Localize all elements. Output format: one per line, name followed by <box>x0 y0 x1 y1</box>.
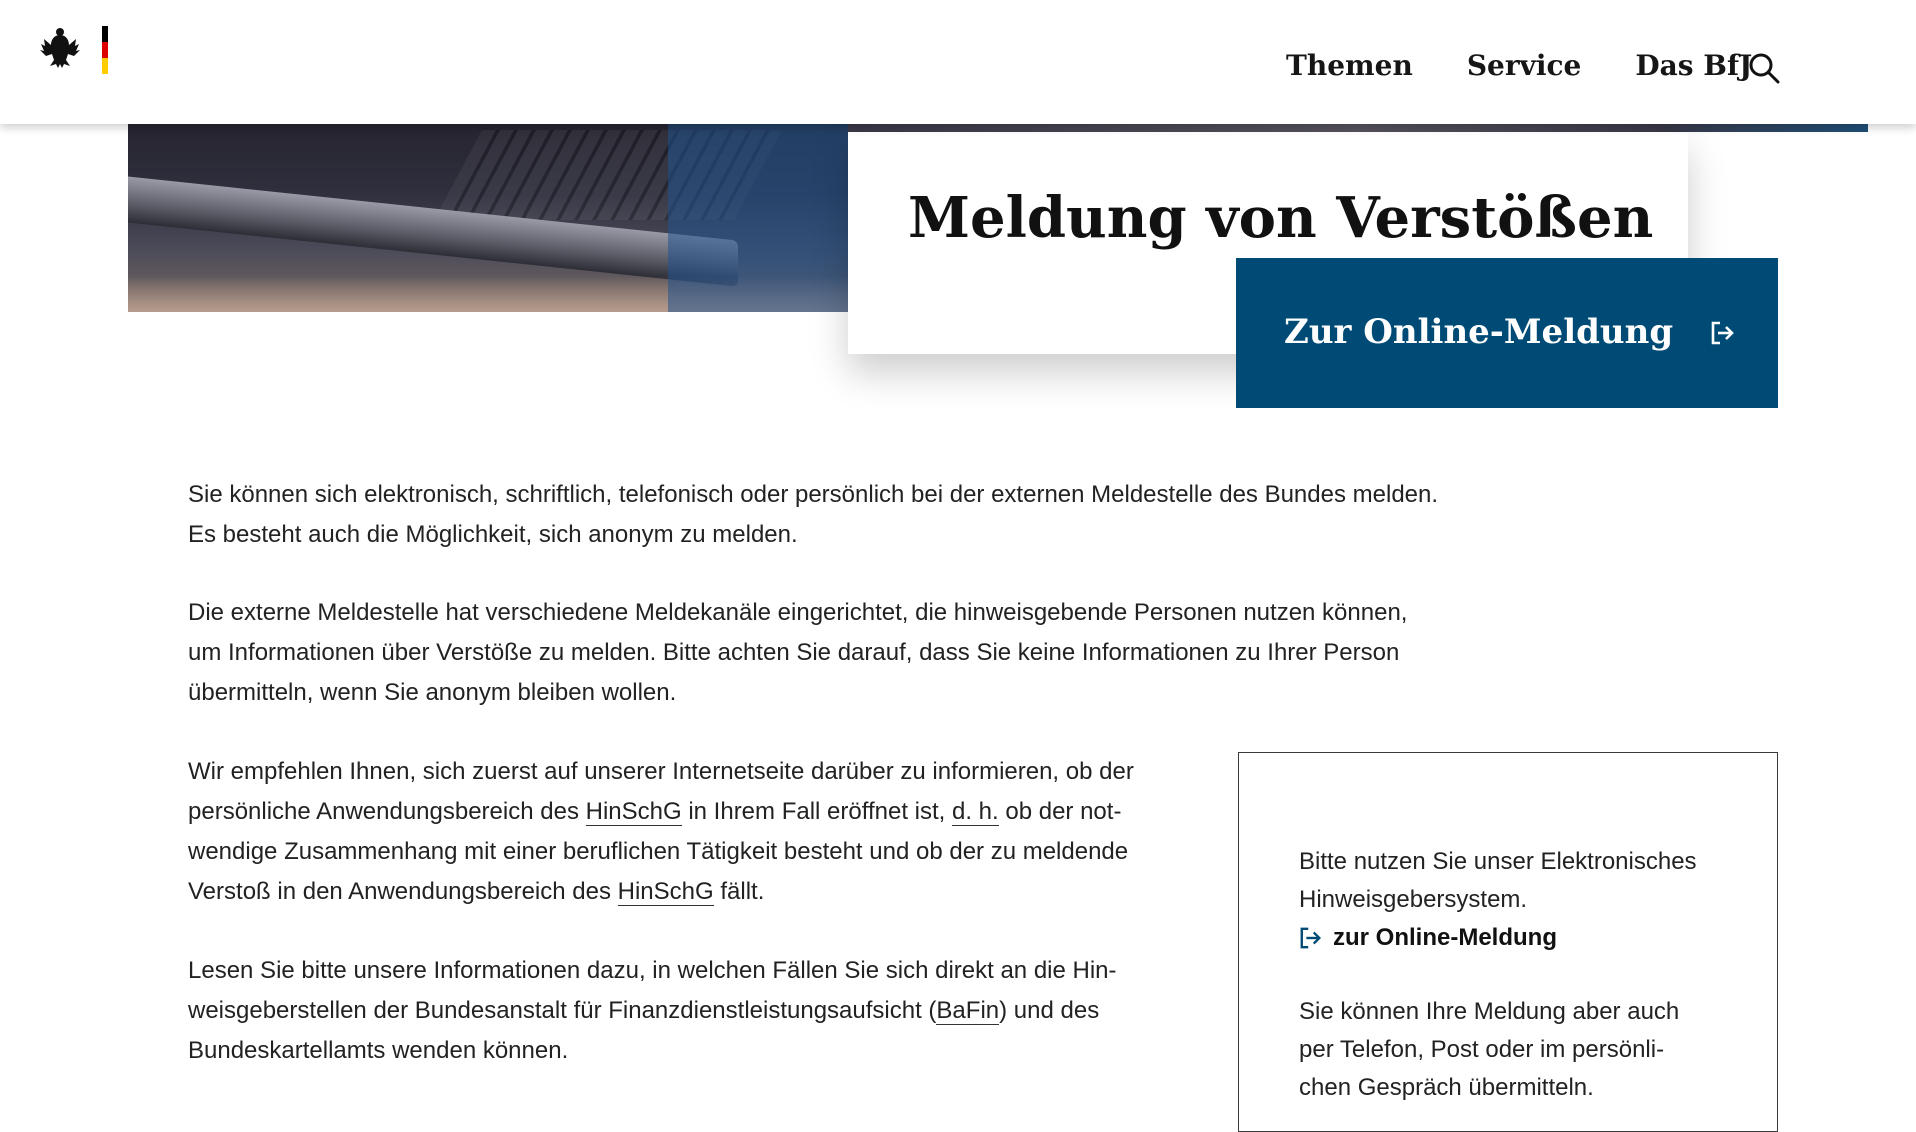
abbr-hinschg[interactable]: HinSchG <box>585 798 682 825</box>
online-meldung-info-box <box>1238 752 1778 1132</box>
online-meldung-button[interactable] <box>1236 258 1778 408</box>
info-box-text: Bitte nutzen Sie unser Elektronisches Hinweisgebersystem. <box>1299 848 1697 913</box>
nav-item-service[interactable]: Service <box>1466 49 1582 82</box>
online-meldung-link[interactable] <box>1299 919 1557 957</box>
abbr-hinschg[interactable]: HinSchG <box>617 878 714 905</box>
eagle-icon <box>38 24 110 74</box>
hinweisgeberstellen-paragraph: Lesen Sie bitte unsere Informationen dazu, in welchen Fällen Sie sich direkt an die Hin- weisgeberstellen der Bundesanstalt für Finanzdienstleistungsaufsicht (BaFin) und des Bundeskartellamts wenden können. <box>188 957 1117 1064</box>
site-header <box>0 0 1916 124</box>
abbr-dh[interactable]: d. h. <box>951 798 999 825</box>
online-meldung-link-label: zur Online-Meldung <box>1333 924 1557 951</box>
online-meldung-button-label: Zur Online-Meldung <box>1284 312 1674 352</box>
external-link-arrow-icon <box>1710 320 1736 346</box>
info-box-alternative-text: Sie können Ihre Meldung aber auch per Telefon, Post oder im persönli- chen Gespräch übermitteln. <box>1299 998 1680 1101</box>
meldekanaele-paragraph: Die externe Meldestelle hat verschiedene Meldekanäle eingerichtet, die hinweisgebende Personen nutzen können, um Informationen über Verstöße zu melden. Bitte achten Sie darauf, dass Sie keine Informationen zu Ihrer Person übermitteln, wenn Sie anonym bleiben wollen. <box>188 599 1408 706</box>
nav-item-das-bfj[interactable]: Das BfJ <box>1635 49 1753 82</box>
main-nav <box>1286 46 1806 86</box>
hero-image <box>128 100 848 312</box>
bundesadler-logo[interactable] <box>38 24 110 74</box>
empfehlung-paragraph: Wir empfehlen Ihnen, sich zuerst auf unserer Internetseite darüber zu informieren, ob der persönliche Anwendungsbereich des HinSchG in Ihrem Fall eröffnet ist, d. h. ob der not- wendige Zusammenhang mit einer beruflichen Tätigkeit besteht und ob der zu meldende Verstoß in den Anwendungsbereich des HinSchG fällt. <box>188 758 1134 905</box>
intro-paragraph: Sie können sich elektronisch, schriftlich, telefonisch oder persönlich bei der externen Meldestelle des Bundes melden. Es besteht auch die Möglichkeit, sich anonym zu melden. <box>188 481 1439 548</box>
abbr-bafin[interactable]: BaFin <box>936 997 1000 1024</box>
page-title: Meldung von Verstößen <box>908 185 1654 251</box>
nav-item-themen[interactable]: Themen <box>1286 49 1413 82</box>
search-button[interactable] <box>1748 52 1780 84</box>
search-icon <box>1748 52 1780 84</box>
external-link-arrow-icon <box>1299 926 1323 950</box>
